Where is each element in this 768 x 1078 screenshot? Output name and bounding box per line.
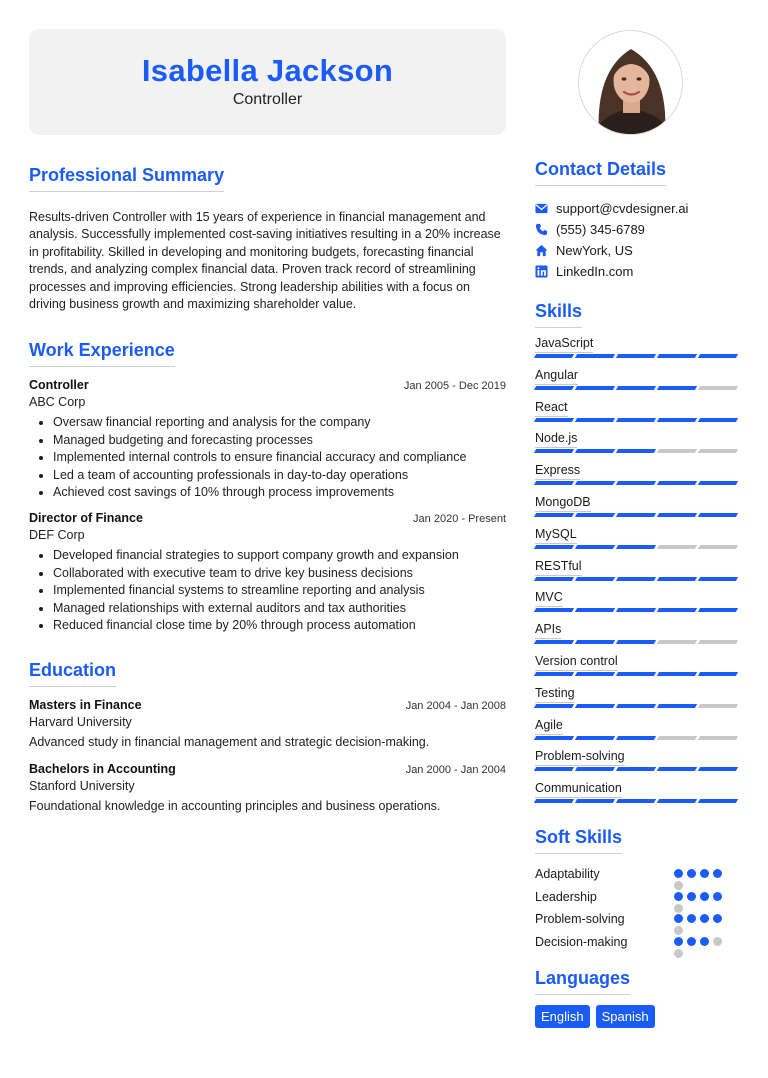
skill-level-segment — [657, 386, 697, 390]
skill-level-segment — [534, 640, 574, 644]
job-bullets — [29, 547, 506, 634]
skill-name: Angular — [535, 368, 578, 385]
soft-skill-item — [535, 930, 739, 953]
skills-list — [535, 334, 739, 811]
skill-level-segment — [657, 577, 697, 581]
job-entry — [29, 378, 506, 501]
rating-dot — [713, 892, 722, 901]
skill-level-segment — [698, 354, 738, 358]
soft-skill-rating — [674, 892, 734, 902]
profile-photo — [578, 30, 683, 135]
education-entry — [29, 698, 506, 749]
linkedin-icon — [535, 265, 548, 278]
job-company: DEF Corp — [29, 528, 85, 543]
skill-level-bar — [535, 672, 739, 676]
skill-level-segment — [657, 767, 697, 771]
skill-level-segment — [616, 704, 656, 708]
skill-name: APIs — [535, 622, 561, 639]
skill-level-segment — [616, 640, 656, 644]
rating-dot — [713, 914, 722, 923]
skill-level-segment — [616, 449, 656, 453]
contact-email[interactable] — [535, 198, 739, 219]
skill-level-segment — [534, 608, 574, 612]
skill-level-bar — [535, 640, 739, 644]
education-dates: Jan 2000 - Jan 2004 — [405, 763, 506, 776]
skill-name: Testing — [535, 686, 575, 703]
candidate-title: Controller — [232, 91, 303, 108]
language-badge: Spanish — [596, 1005, 655, 1028]
skill-name: MongoDB — [535, 495, 591, 512]
skill-level-segment — [534, 449, 574, 453]
skill-level-segment — [575, 799, 615, 803]
skills-heading: Skills — [535, 300, 582, 328]
skill-level-segment — [698, 545, 738, 549]
skill-item — [535, 334, 739, 366]
skill-level-segment — [698, 704, 738, 708]
skill-item — [535, 429, 739, 461]
skill-name: MySQL — [535, 527, 577, 544]
skill-level-segment — [575, 418, 615, 422]
skill-level-segment — [657, 799, 697, 803]
job-dates: Jan 2020 - Present — [413, 513, 506, 526]
rating-dot — [674, 904, 683, 913]
summary-heading: Professional Summary — [29, 164, 224, 192]
skill-level-segment — [616, 799, 656, 803]
list-item: • Managed budgeting and forecasting processes — [53, 432, 506, 449]
soft-skill-rating — [674, 937, 734, 947]
candidate-name: Isabella Jackson — [141, 53, 394, 88]
languages-heading: Languages — [535, 967, 630, 995]
skill-name: Version control — [535, 654, 618, 671]
skill-level-segment — [575, 481, 615, 485]
skill-level-segment — [616, 767, 656, 771]
soft-skill-name: Leadership — [535, 889, 597, 904]
skill-level-bar — [535, 799, 739, 803]
job-entry — [29, 511, 506, 634]
skill-level-segment — [534, 545, 574, 549]
list-item: • Reduced financial close time by 20% through process automation — [53, 617, 506, 634]
skill-level-segment — [698, 418, 738, 422]
soft-skill-item — [535, 885, 739, 908]
skill-name: Communication — [535, 781, 622, 798]
language-badge: English — [535, 1005, 590, 1028]
skill-name: React — [535, 400, 568, 417]
list-item: • Achieved cost savings of 10% through process improvements — [53, 484, 506, 501]
email-text: support@cvdesigner.ai — [556, 201, 689, 216]
skill-level-bar — [535, 386, 739, 390]
skill-level-bar — [535, 767, 739, 771]
skill-level-segment — [657, 545, 697, 549]
education-dates: Jan 2004 - Jan 2008 — [405, 699, 506, 712]
sidebar-column — [535, 158, 739, 1028]
skill-level-segment — [657, 354, 697, 358]
skill-level-segment — [616, 545, 656, 549]
skill-level-segment — [698, 799, 738, 803]
skill-level-segment — [534, 513, 574, 517]
skill-level-segment — [698, 672, 738, 676]
soft-skills-list — [535, 863, 739, 953]
skill-level-segment — [698, 640, 738, 644]
degree-title: Masters in Finance — [29, 697, 142, 712]
contact-heading: Contact Details — [535, 158, 666, 186]
skill-item — [535, 398, 739, 430]
education-entry — [29, 762, 506, 813]
skill-item — [535, 461, 739, 493]
skill-level-segment — [575, 354, 615, 358]
skill-level-bar — [535, 513, 739, 517]
skill-level-segment — [698, 608, 738, 612]
skill-name: JavaScript — [535, 336, 593, 353]
rating-dot — [687, 937, 696, 946]
job-bullets — [29, 414, 506, 501]
skill-level-segment — [698, 767, 738, 771]
job-dates: Jan 2005 - Dec 2019 — [403, 380, 506, 393]
skill-level-segment — [534, 418, 574, 422]
skill-level-segment — [534, 577, 574, 581]
soft-skill-item — [535, 908, 739, 931]
skill-level-segment — [534, 704, 574, 708]
phone-icon — [535, 223, 548, 236]
skill-name: MVC — [535, 590, 563, 607]
skill-level-bar — [535, 577, 739, 581]
list-item: • Collaborated with executive team to drive key business decisions — [53, 565, 506, 582]
skill-level-bar — [535, 418, 739, 422]
envelope-icon — [535, 202, 548, 215]
skill-level-segment — [698, 513, 738, 517]
summary-text: Results-driven Controller with 15 years of experience in financial management and analysis. Successfully implemented cost-saving initiatives resulting in a 20% increase in profitability. Skilled in developing and monitoring budgets, forecasting financial trends, and analyzing complex financial data. Proven track record of streamlining processes and improving efficiencies. Strong leadership abilities with a focus on driving business growth and maximizing shareholder value. — [29, 210, 501, 312]
education-description: Advanced study in financial management and strategic decision-making. — [29, 734, 430, 749]
rating-dot — [674, 949, 683, 958]
language-badges — [535, 1005, 739, 1028]
soft-skill-rating — [674, 914, 734, 924]
skill-level-segment — [575, 513, 615, 517]
school-name: Stanford University — [29, 778, 135, 793]
soft-skill-name: Decision-making — [535, 934, 628, 949]
skill-level-segment — [575, 704, 615, 708]
skill-level-segment — [575, 545, 615, 549]
rating-dot — [700, 914, 709, 923]
skill-level-segment — [657, 449, 697, 453]
experience-heading: Work Experience — [29, 339, 175, 367]
linkedin-text: LinkedIn.com — [556, 264, 634, 279]
rating-dot — [713, 937, 722, 946]
skill-level-segment — [616, 481, 656, 485]
skill-level-segment — [616, 608, 656, 612]
skill-level-segment — [534, 481, 574, 485]
skill-level-segment — [575, 640, 615, 644]
skill-level-segment — [657, 418, 697, 422]
skill-level-bar — [535, 704, 739, 708]
skill-level-segment — [616, 736, 656, 740]
skill-name: Node.js — [535, 431, 577, 448]
rating-dot — [674, 937, 683, 946]
rating-dot — [674, 869, 683, 878]
skill-level-segment — [575, 449, 615, 453]
list-item: • Managed relationships with external auditors and tax authorities — [53, 600, 506, 617]
job-title: Controller — [29, 378, 89, 393]
skill-level-bar — [535, 736, 739, 740]
skill-level-segment — [616, 418, 656, 422]
rating-dot — [687, 869, 696, 878]
rating-dot — [674, 914, 683, 923]
skill-level-segment — [616, 577, 656, 581]
list-item: • Implemented financial systems to streamline reporting and analysis — [53, 582, 506, 599]
skill-name: Problem-solving — [535, 749, 625, 766]
main-column — [29, 164, 506, 813]
skill-name: Agile — [535, 718, 563, 735]
list-item: • Oversaw financial reporting and analysis for the company — [53, 414, 506, 431]
skill-item — [535, 525, 739, 557]
soft-skill-name: Adaptability — [535, 867, 600, 882]
skill-level-segment — [575, 672, 615, 676]
skill-level-segment — [698, 449, 738, 453]
skill-level-segment — [657, 736, 697, 740]
skill-level-segment — [698, 736, 738, 740]
phone-text: (555) 345-6789 — [556, 222, 645, 237]
contact-phone[interactable] — [535, 219, 739, 240]
list-item: • Implemented internal controls to ensure financial accuracy and compliance — [53, 449, 506, 466]
skill-level-segment — [657, 513, 697, 517]
skill-level-segment — [657, 640, 697, 644]
education-heading: Education — [29, 659, 116, 687]
skill-level-segment — [657, 608, 697, 612]
rating-dot — [713, 869, 722, 878]
soft-skill-name: Problem-solving — [535, 912, 625, 927]
skill-level-segment — [534, 672, 574, 676]
skill-level-segment — [657, 672, 697, 676]
soft-skill-rating — [674, 869, 734, 879]
skill-level-segment — [616, 354, 656, 358]
skill-level-segment — [698, 386, 738, 390]
skill-item — [535, 652, 739, 684]
skill-item — [535, 716, 739, 748]
skill-item — [535, 557, 739, 589]
skill-item — [535, 747, 739, 779]
rating-dot — [700, 869, 709, 878]
skill-level-bar — [535, 354, 739, 358]
skill-level-bar — [535, 449, 739, 453]
home-icon — [535, 244, 548, 257]
skill-level-segment — [616, 513, 656, 517]
skill-level-segment — [534, 767, 574, 771]
rating-dot — [687, 914, 696, 923]
skill-level-segment — [616, 672, 656, 676]
skill-level-segment — [575, 736, 615, 740]
skill-level-segment — [575, 577, 615, 581]
skill-item — [535, 366, 739, 398]
rating-dot — [700, 937, 709, 946]
skill-name: RESTful — [535, 559, 582, 576]
skill-item — [535, 493, 739, 525]
degree-title: Bachelors in Accounting — [29, 761, 176, 776]
contact-linkedin[interactable] — [535, 261, 739, 282]
skill-level-segment — [534, 799, 574, 803]
skill-level-segment — [575, 608, 615, 612]
skill-level-segment — [657, 704, 697, 708]
skill-level-bar — [535, 481, 739, 485]
rating-dot — [674, 892, 683, 901]
skill-level-segment — [534, 386, 574, 390]
contact-location — [535, 240, 739, 261]
skill-item — [535, 588, 739, 620]
skill-item — [535, 620, 739, 652]
soft-skill-item — [535, 863, 739, 886]
skill-item — [535, 684, 739, 716]
skill-level-segment — [534, 736, 574, 740]
rating-dot — [687, 892, 696, 901]
skill-level-segment — [575, 386, 615, 390]
skill-level-segment — [698, 481, 738, 485]
rating-dot — [700, 892, 709, 901]
skill-level-bar — [535, 608, 739, 612]
skill-level-segment — [657, 481, 697, 485]
skill-level-segment — [534, 354, 574, 358]
skill-level-bar — [535, 545, 739, 549]
header-card — [29, 29, 506, 135]
skill-item — [535, 779, 739, 811]
skill-name: Express — [535, 463, 580, 480]
school-name: Harvard University — [29, 714, 132, 729]
skill-level-segment — [616, 386, 656, 390]
soft-skills-heading: Soft Skills — [535, 826, 622, 854]
skill-level-segment — [575, 767, 615, 771]
list-item: • Led a team of accounting professionals in day-to-day operations — [53, 467, 506, 484]
list-item: • Developed financial strategies to support company growth and expansion — [53, 547, 506, 564]
education-description: Foundational knowledge in accounting principles and business operations. — [29, 798, 441, 813]
skill-level-segment — [698, 577, 738, 581]
location-text: NewYork, US — [556, 243, 633, 258]
job-title: Director of Finance — [29, 511, 143, 526]
job-company: ABC Corp — [29, 395, 86, 410]
